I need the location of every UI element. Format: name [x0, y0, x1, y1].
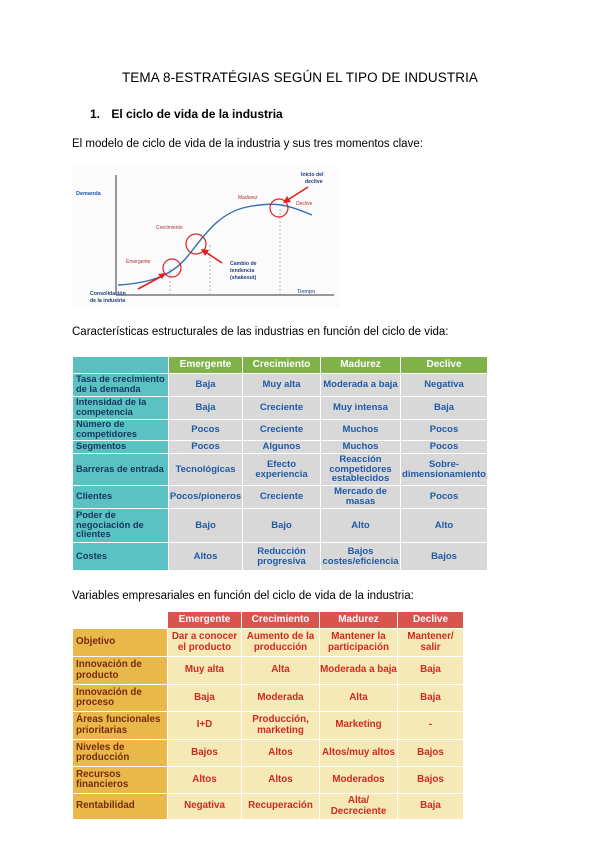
- col-header: Crecimiento: [243, 357, 321, 374]
- circle-consolidacion: [163, 259, 181, 277]
- table-row: Objetivo Dar a conocer el producto Aumento de la producción Mantener la participación Mantener/ salir: [73, 629, 464, 657]
- page-title: TEMA 8-ESTRATÉGIAS SEGÚN EL TIPO DE INDUSTRIA: [121, 70, 479, 85]
- table-row: Tasa de crecimiento de la demanda Baja Muy alta Moderada a baja Negativa: [73, 374, 488, 397]
- col-header: Crecimiento: [242, 612, 320, 629]
- intro-paragraph: El modelo de ciclo de vida de la industria y sus tres momentos clave:: [72, 138, 423, 150]
- col-header: Declive: [401, 357, 488, 374]
- table-row: Barreras de entrada Tecnológicas Efecto experiencia Reacción competidores establecidos Sobre-dimensionamiento: [73, 454, 488, 486]
- table-row: Intensidad de la competencia Baja Creciente Muy intensa Baja: [73, 397, 488, 420]
- table-row: Recursos financieros Altos Altos Moderados Bajos: [73, 767, 464, 794]
- table-row: Innovación de producto Muy alta Alta Moderada a baja Baja: [73, 657, 464, 685]
- table-row: Áreas funcionales prioritarias I+D Producción, marketing Marketing -: [73, 712, 464, 740]
- section-label: El ciclo de vida de la industria: [111, 107, 283, 121]
- annot-consolidacion: Consolidación de la industria: [90, 291, 126, 304]
- stage-crecimiento: Crecimiento: [156, 225, 183, 231]
- table-row: Innovación de proceso Baja Moderada Alta Baja: [73, 685, 464, 712]
- section-heading: [90, 107, 283, 121]
- y-axis-label: Demanda: [76, 191, 101, 197]
- stage-madurez: Madurez: [238, 195, 258, 201]
- section-number: 1.: [90, 107, 101, 121]
- business-variables-table: [72, 611, 464, 820]
- col-header: Madurez: [320, 612, 398, 629]
- industry-life-cycle-diagram: [72, 167, 340, 307]
- arrow-inicio-declive: [286, 187, 308, 201]
- col-header: Madurez: [321, 357, 401, 374]
- stage-declive: Declive: [296, 201, 313, 207]
- table-row: Clientes Pocos/pioneros Creciente Mercado de masas Pocos: [73, 486, 488, 509]
- table1-caption: Características estructurales de las industrias en función del ciclo de vida:: [72, 326, 449, 338]
- table-row: Niveles de producción Bajos Altos Altos/muy altos Bajos: [73, 740, 464, 767]
- stage-emergente: Emergente: [126, 259, 151, 265]
- col-header: Emergente: [169, 357, 243, 374]
- table-row: Rentabilidad Negativa Recuperación Alta/ Decreciente Baja: [73, 794, 464, 820]
- table-row: Número de competidores Pocos Creciente Muchos Pocos: [73, 420, 488, 441]
- table-row: Costes Altos Reducción progresiva Bajos costes/eficiencia Bajos: [73, 543, 488, 571]
- life-cycle-svg: [72, 167, 340, 307]
- x-axis-label: Tiempo: [297, 289, 316, 295]
- col-header: Declive: [398, 612, 464, 629]
- table-header-row: [73, 357, 488, 374]
- annot-inicio-declive: Inicio del declive: [301, 172, 324, 185]
- table2-caption: Variables empresariales en función del ciclo de vida de la industria:: [72, 590, 414, 602]
- annot-shakeout: Cambio de tendencia (shakeout): [230, 261, 257, 281]
- structural-characteristics-table: [72, 356, 488, 571]
- table-row: Poder de negociación de clientes Bajo Bajo Alto Alto: [73, 509, 488, 543]
- table-row: Segmentos Pocos Algunos Muchos Pocos: [73, 441, 488, 454]
- table-header-row: [73, 612, 464, 629]
- col-header: Emergente: [168, 612, 242, 629]
